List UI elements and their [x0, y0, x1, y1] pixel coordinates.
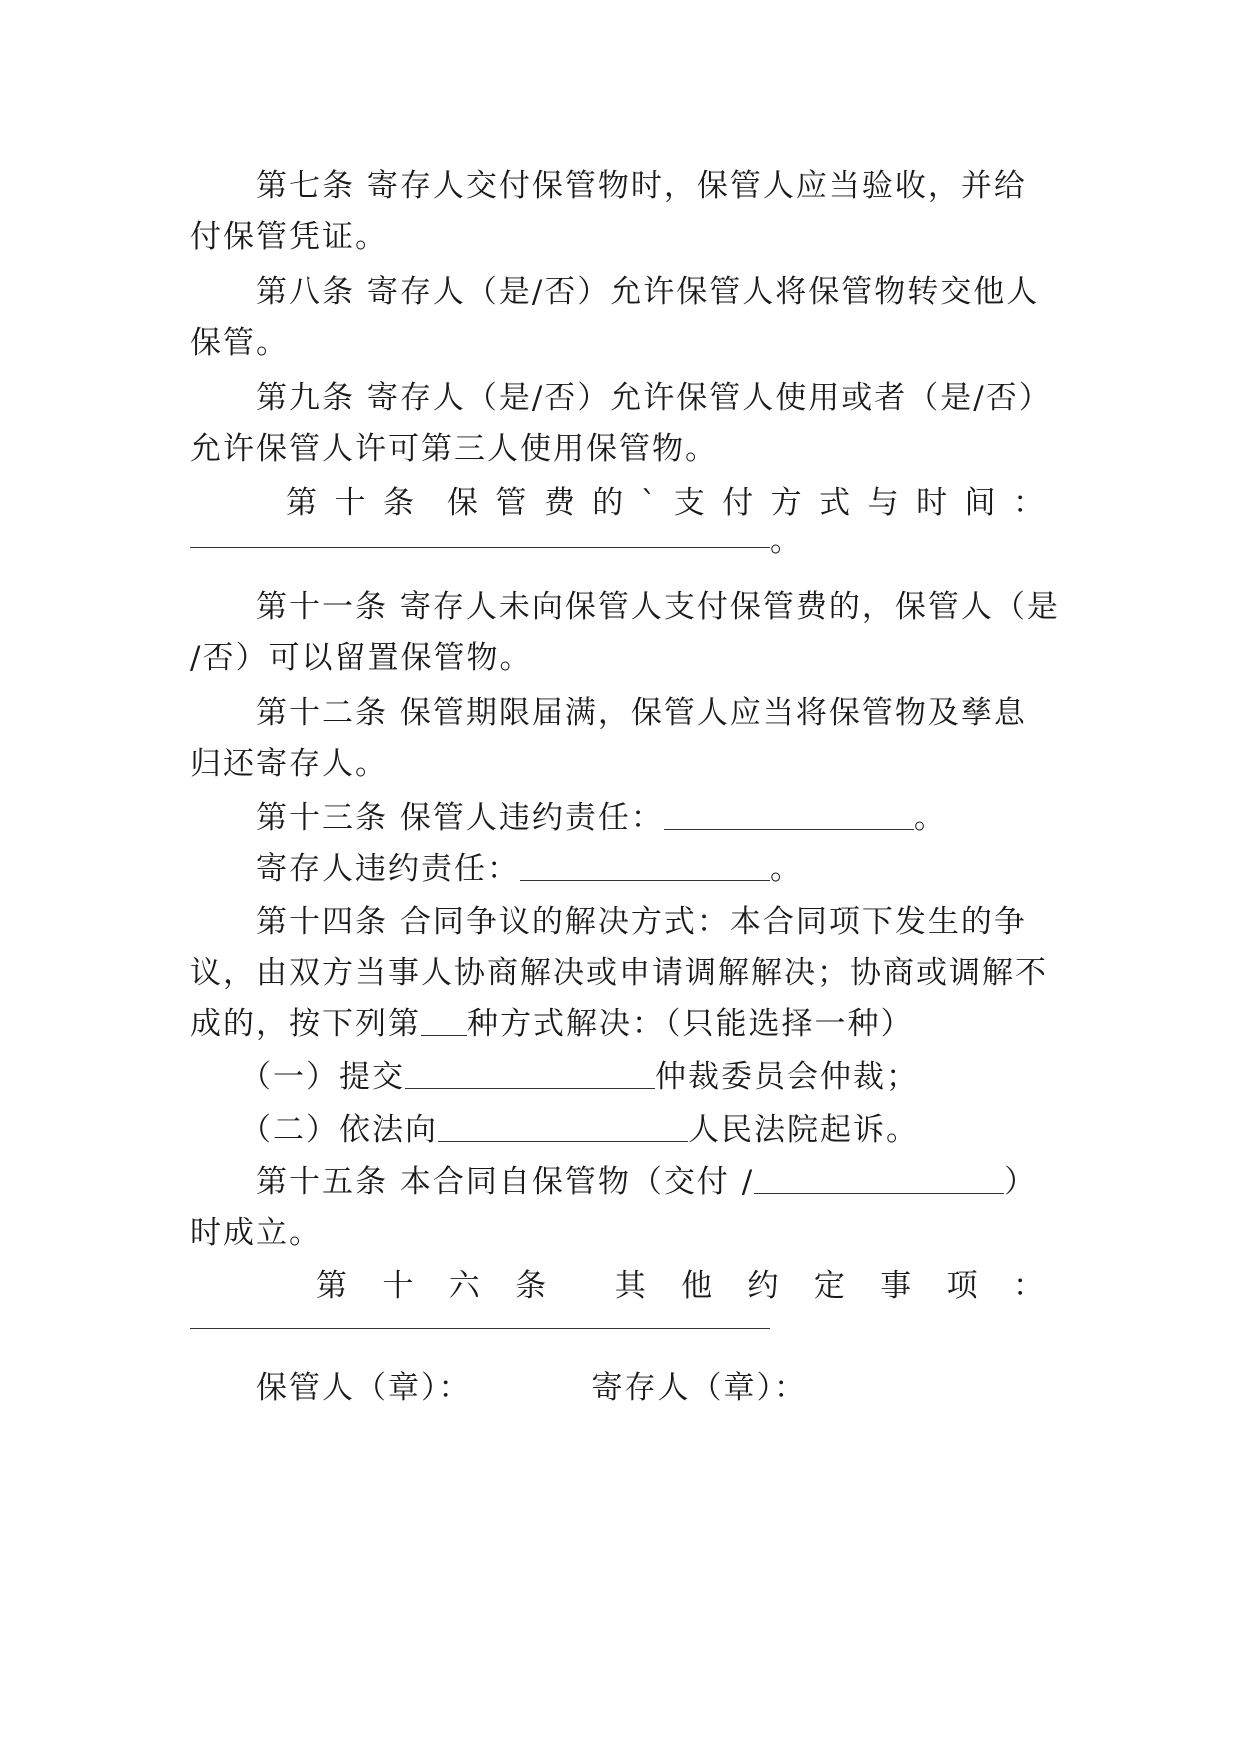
clause-10-char: `: [640, 485, 659, 521]
option-1-text-b: 仲裁委员会仲裁；: [655, 1059, 919, 1095]
clause-16-char: 六: [448, 1268, 482, 1304]
period: 。: [913, 800, 947, 836]
clause-13-depositor-liability: [256, 849, 1050, 889]
clause-16-char: 约: [747, 1268, 781, 1304]
clause-13-label: 第十三条 保管人违约责任：: [256, 800, 664, 836]
option-2-text-a: （二）依法向: [240, 1112, 438, 1148]
depositor-liability-label: 寄存人违约责任：: [256, 851, 520, 887]
clause-10-char: ：: [1013, 485, 1046, 521]
clause-8-line-1: 第八条 寄存人（是/否）允许保管人将保管物转交他人: [256, 274, 1040, 310]
clause-10-char: 保: [446, 485, 480, 521]
clause-14-line-3: [190, 1004, 1050, 1044]
clause-10-char: 条: [382, 485, 416, 521]
clause-16-char: 他: [681, 1268, 715, 1304]
clause-10-char: 费: [543, 485, 577, 521]
clause-16-char: 其: [614, 1268, 648, 1304]
option-1: [240, 1057, 1100, 1097]
option-2: [240, 1110, 1100, 1150]
clause-12-line-1: 第十二条 保管期限届满，保管人应当将保管物及孳息: [256, 695, 1027, 731]
clause-11-line-1: 第十一条 寄存人未向保管人支付保管费的，保管人（是: [256, 589, 1060, 625]
blank-line: [754, 1163, 1004, 1194]
clause-10-char: 管: [495, 485, 529, 521]
blank-line: [520, 850, 770, 881]
clause-16-char: ：: [1012, 1268, 1046, 1304]
depositor-seal-label: 寄存人（章）：: [591, 1370, 807, 1406]
clause-16-char: 定: [813, 1268, 847, 1304]
clause-16-char: 第: [316, 1268, 349, 1304]
signature-row: [256, 1368, 1050, 1408]
option-2-text-b: 人民法院起诉。: [688, 1112, 919, 1148]
clause-10-char: 第: [286, 485, 319, 521]
clause-9-line-1: 第九条 寄存人（是/否）允许保管人使用或者（是/否）: [256, 380, 1052, 416]
option-1-text-a: （一）提交: [240, 1059, 405, 1095]
clause-11-line-2: /否）可以留置保管物。: [190, 640, 533, 676]
clause-15-text-a: 第十五条 本合同自保管物（交付 /: [256, 1164, 755, 1200]
clause-10-char: 支: [673, 485, 707, 521]
blank-line: [438, 1111, 688, 1142]
period: 。: [770, 851, 803, 887]
clause-10-period: 。: [770, 523, 801, 559]
clause-10-char: 式: [819, 485, 853, 521]
clause-10-heading: [286, 483, 1046, 523]
clause-14-text-b: 种方式解决：（只能选择一种）: [467, 1006, 914, 1042]
clause-15-line-2: 时成立。: [190, 1215, 322, 1251]
clause-14-line-2: 议，由双方当事人协商解决或申请调解解决；协商或调解不: [190, 955, 1048, 991]
clause-10-char: 间: [964, 485, 998, 521]
clause-15-line-1: [256, 1162, 1050, 1202]
clause-10-char: 时: [916, 485, 950, 521]
keeper-seal-label: 保管人（章）：: [256, 1370, 472, 1406]
clause-7-line-1: 第七条 寄存人交付保管物时，保管人应当验收，并给: [256, 168, 1027, 204]
clause-15-text-b: ）: [1004, 1164, 1038, 1200]
clause-10-char: 与: [867, 485, 901, 521]
clause-16-char: 条: [515, 1268, 549, 1304]
clause-14-text-a: 成的，按下列第: [190, 1006, 421, 1042]
clause-7-line-2: 付保管凭证。: [190, 219, 388, 255]
clause-10-char: 十: [334, 485, 368, 521]
blank-line: [664, 799, 914, 830]
clause-10-char: 付: [722, 485, 756, 521]
clause-13-keeper-liability: [256, 798, 1050, 838]
clause-16-char: 十: [382, 1268, 416, 1304]
clause-10-blank-line: [190, 547, 770, 548]
blank-line: [421, 1005, 467, 1036]
clause-10-char: 方: [770, 485, 804, 521]
blank-line: [405, 1058, 655, 1089]
clause-8-line-2: 保管。: [190, 325, 289, 361]
clause-16-char: 事: [880, 1268, 914, 1304]
clause-9-line-2: 允许保管人许可第三人使用保管物。: [190, 431, 718, 467]
clause-16-blank-line: [190, 1328, 770, 1329]
clause-16-char: 项: [946, 1268, 980, 1304]
clause-14-line-1: 第十四条 合同争议的解决方式：本合同项下发生的争: [256, 904, 1027, 940]
clause-12-line-2: 归还寄存人。: [190, 746, 388, 782]
clause-16-heading: [316, 1266, 1046, 1306]
clause-10-char: 的: [592, 485, 626, 521]
